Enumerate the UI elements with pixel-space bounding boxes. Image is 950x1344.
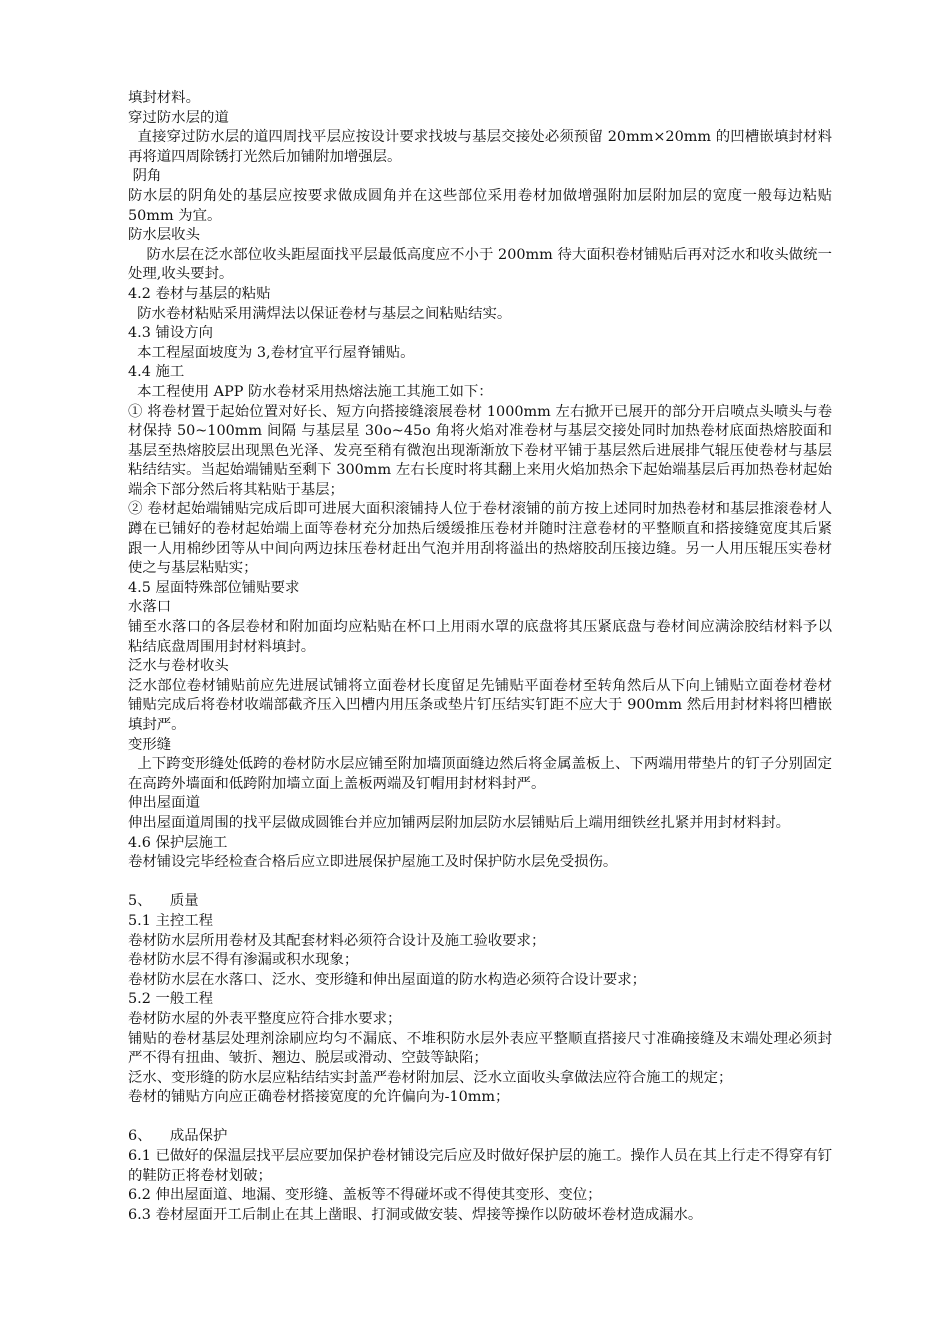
section-heading: 4.2 卷材与基层的粘贴 bbox=[128, 285, 271, 302]
paragraph: 泛水、变形缝的防水层应粘结结实封盖严卷材附加层、泛水立面收头拿做法应符合施工的规定； bbox=[128, 1069, 733, 1086]
paragraph: 卷材防水层在水落口、泛水、变形缝和伸出屋面道的防水构造必须符合设计要求； bbox=[128, 971, 647, 988]
heading: 穿过防水层的道 bbox=[128, 109, 229, 126]
chapter-heading: 5、 质量 bbox=[128, 893, 199, 910]
paragraph: 填封材料。 bbox=[128, 90, 200, 106]
paragraph: 卷材防水层不得有渗漏或积水现象； bbox=[128, 952, 359, 969]
blank-line bbox=[128, 873, 832, 893]
blank-line bbox=[128, 1108, 832, 1128]
paragraph: 卷材防水屋的外表平整度应符合排水要求； bbox=[128, 1010, 402, 1027]
paragraph: 直接穿过防水层的道四周找平层应按设计要求找坡与基层交接处必须预留 20mm×20mm 的凹槽嵌填封材料再将道四周除锈打光然后加铺附加增强层。 bbox=[128, 129, 832, 165]
paragraph: 卷材防水层所用卷材及其配套材料必须符合设计及施工验收要求； bbox=[128, 932, 546, 949]
paragraph: 铺至水落口的各层卷材和附加面均应粘贴在杯口上用雨水罩的底盘将其压紧底盘与卷材间应满涂胶结材料予以粘结底盘周围用封材料填封。 bbox=[128, 619, 832, 655]
heading: 水落口 bbox=[128, 599, 172, 616]
paragraph: 6.1 已做好的保温层找平层应要加保护卷材铺设完后应及时做好保护层的施工。操作人员在其上行走不得穿有钉的鞋防正将卷材划破； bbox=[128, 1148, 832, 1184]
paragraph: 防水卷材粘贴采用满焊法以保证卷材与基层之间粘贴结实。 bbox=[128, 305, 512, 322]
paragraph: 防水层的阴角处的基层应按要求做成圆角并在这些部位采用卷材加做增强附加层附加层的宽度一般每边粘贴 50mm 为宜。 bbox=[128, 187, 832, 224]
list-item: ② 卷材起始端铺贴完成后即可进展大面积滚铺持人位于卷材滚铺的前方按上述同时加热卷材和基层推滚卷材人蹲在已铺好的卷材起始端上面等卷材充分加热后缓缓推压卷材并随时注意卷材的平整顺直和搭接缝宽度其后紧跟一人用棉纱团等从中间向两边抹压卷材赶出气泡并用刮将溢出的热熔胶刮压接边缝。另一人用压辊压实卷材使之与基层粘贴实； bbox=[128, 501, 832, 577]
section-heading: 5.2 一般工程 bbox=[128, 991, 214, 1008]
paragraph: 铺贴的卷材基层处理剂涂刷应均匀不漏底、不堆积防水层外表应平整顺直搭接尺寸准确接缝及末端处理必须封严不得有扭曲、皱折、翘边、脱层或滑动、空鼓等缺陷； bbox=[128, 1030, 832, 1067]
section-heading: 4.6 保护层施工 bbox=[128, 834, 228, 851]
paragraph: 伸出屋面道周围的找平层做成圆锥台并应加铺两层附加层防水层铺贴后上端用细铁丝扎紧并用封材料封。 bbox=[128, 814, 790, 831]
document-body bbox=[128, 89, 832, 1225]
list-item: ① 将卷材置于起始位置对好长、短方向搭接缝滚展卷材 1000mm 左右掀开已展开的部分开启喷点头喷头与卷材保持 50~100mm 间隔 与基层星 30o~45o 角将火焰对准卷材与基层交接处同时加热卷材底面热熔胶面和基层至热熔胶层出现黑色光泽、发亮至稍有微泡出现渐渐放下卷材平铺于基层然后进展排气辊压使卷材与基层粘结结实。当起始端铺贴至剩下 300mm 左右长度时将其翻上来用火焰加热余下起始端基层后再加热卷材起始端余下部分然后将其粘贴于基层； bbox=[128, 403, 832, 498]
paragraph: 防水层在泛水部位收头距屋面找平层最低高度应不小于 200mm 待大面积卷材铺贴后再对泛水和收头做统一处理,收头要封。 bbox=[128, 246, 832, 283]
section-heading: 5.1 主控工程 bbox=[128, 912, 214, 929]
paragraph: 本工程使用 APP 防水卷材采用热熔法施工其施工如下： bbox=[128, 383, 493, 400]
section-heading: 4.5 屋面特殊部位铺贴要求 bbox=[128, 579, 300, 596]
paragraph: 6.3 卷材屋面开工后制止在其上凿眼、打洞或做安装、焊接等操作以防破坏卷材造成漏水。 bbox=[128, 1206, 703, 1223]
paragraph: 6.2 伸出屋面道、地漏、变形缝、盖板等不得碰坏或不得使其变形、变位； bbox=[128, 1187, 602, 1204]
paragraph: 卷材的铺贴方向应正确卷材搭接宽度的允许偏向为-10mm； bbox=[128, 1089, 510, 1106]
heading: 泛水与卷材收头 bbox=[128, 658, 229, 675]
paragraph: 卷材铺设完毕经检查合格后应立即进展保护屋施工及时保护防水层免受损伤。 bbox=[128, 854, 618, 871]
heading: 阴角 bbox=[128, 168, 162, 185]
chapter-heading: 6、 成品保护 bbox=[128, 1128, 228, 1145]
heading: 变形缝 bbox=[128, 736, 172, 753]
paragraph: 泛水部位卷材铺贴前应先进展试铺将立面卷材长度留足先铺贴平面卷材至转角然后从下向上铺贴立面卷材卷材铺贴完成后将卷材收端部截齐压入凹槽内用压条或垫片钉压结实钉距不应大于 900mm 然后用封材料将凹槽嵌填封严。 bbox=[128, 677, 832, 733]
paragraph: 本工程屋面坡度为 3,卷材宜平行屋脊铺贴。 bbox=[128, 344, 415, 361]
paragraph: 上下跨变形缝处低跨的卷材防水层应铺至附加墙顶面缝边然后将金属盖板上、下两端用带垫片的钉子分别固定在高跨外墙面和低跨附加墙立面上盖板两端及钉帽用封材料封严。 bbox=[128, 756, 832, 792]
heading: 伸出屋面道 bbox=[128, 795, 200, 812]
section-heading: 4.4 施工 bbox=[128, 364, 185, 381]
heading: 防水层收头 bbox=[128, 227, 200, 244]
section-heading: 4.3 铺设方向 bbox=[128, 325, 214, 342]
